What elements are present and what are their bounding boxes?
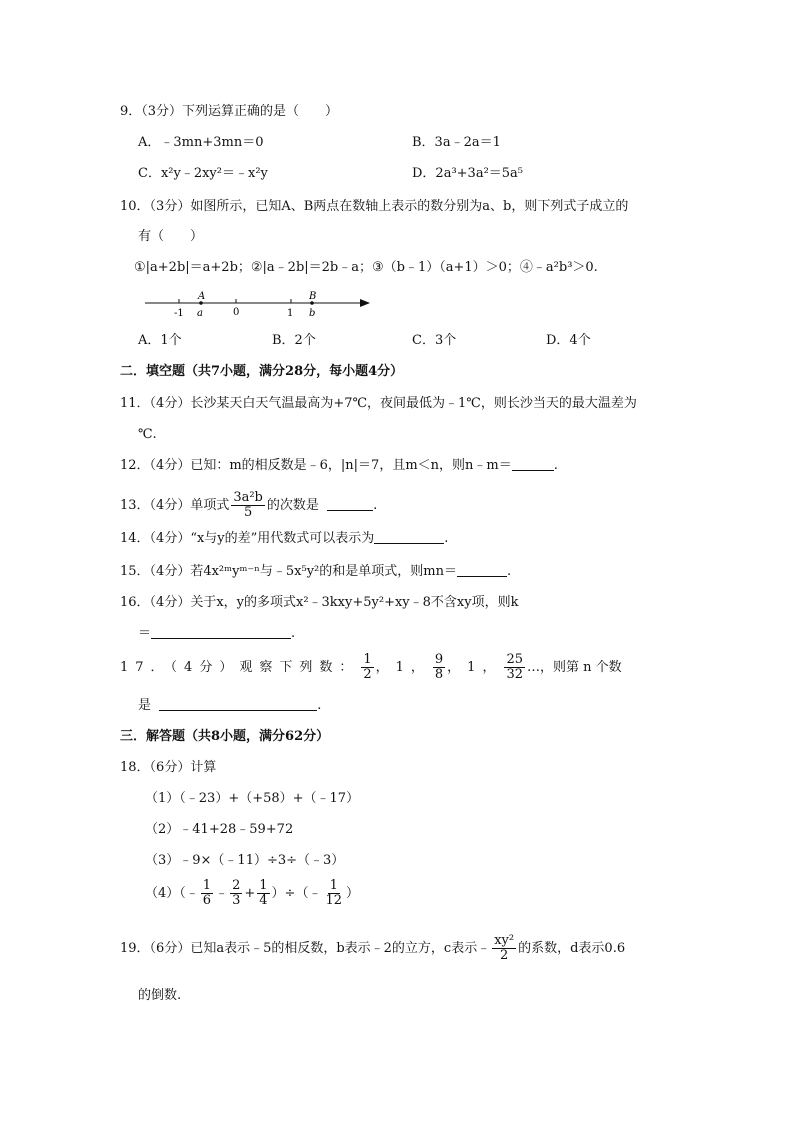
- q18-p4-div: ）÷（﹣: [271, 886, 322, 901]
- q15: 15．（4分）若4x²ᵐyᵐ⁻ⁿ与﹣5x⁵y²的和是单项式，则mn＝ .: [120, 564, 512, 579]
- q17-answer-blank[interactable]: [159, 698, 317, 711]
- q18-part-3: （3）﹣9×（﹣11）÷3÷（﹣3）: [145, 853, 345, 868]
- label-b: b: [309, 308, 316, 319]
- q17-f2-den: 8: [434, 667, 444, 682]
- q13-text-pre: 13．（4分）单项式: [120, 498, 230, 513]
- section-3-heading: 三．解答题（共8小题，满分62分）: [120, 729, 330, 744]
- q17-f3-den: 32: [506, 667, 523, 682]
- q18-p4-close: ）: [346, 886, 360, 901]
- q9-option-b: B．3a﹣2a＝1: [412, 135, 501, 150]
- q10-stem-line1: 10．（3分）如图所示，已知A、B两点在数轴上表示的数分别为a、b，则下列式子成立的: [120, 199, 629, 214]
- q17-fraction-2: [433, 653, 445, 682]
- q17-f2-num: 9: [434, 652, 444, 667]
- q12-answer-blank[interactable]: [512, 458, 554, 471]
- q12: 12．（4分）已知：m的相反数是﹣6，|n|＝7，且m＜n，则n﹣m＝ .: [120, 458, 558, 473]
- q16-line2: ＝ .: [138, 626, 296, 641]
- number-line-figure: [140, 288, 380, 322]
- q10-option-a: A．1个: [138, 333, 182, 348]
- q9-option-c: C．x²y﹣2xy²＝﹣x²y: [138, 166, 268, 181]
- label-point-a: A: [198, 291, 206, 302]
- q18-p4-f4-num: 1: [329, 878, 338, 893]
- q13-answer-blank[interactable]: [327, 498, 373, 511]
- label-point-b: B: [309, 291, 317, 302]
- q9-option-a: A．﹣3mn+3mn＝0: [138, 135, 264, 150]
- q18-p4-open: （4）（﹣: [145, 886, 199, 901]
- q18-p4-frac-3: [257, 879, 269, 908]
- q12-text: 12．（4分）已知：m的相反数是﹣6，|n|＝7，且m＜n，则n﹣m＝: [120, 458, 512, 473]
- q17-f3-num: 25: [506, 652, 523, 667]
- q10-option-b: B．2个: [272, 333, 316, 348]
- q15-text: 15．（4分）若4x²ᵐyᵐ⁻ⁿ与﹣5x⁵y²的和是单项式，则mn＝: [120, 564, 457, 579]
- q13-denominator: 5: [243, 505, 253, 520]
- q18-p4-frac-2: [230, 879, 242, 908]
- q17-line2-text: 是: [138, 698, 152, 713]
- number-line-arrow: [360, 299, 370, 307]
- q17-sep-2: ，1，: [447, 660, 503, 675]
- q9-stem: 9．（3分）下列运算正确的是（ ）: [120, 104, 339, 119]
- label-one: 1: [287, 308, 294, 319]
- q17-line1: [120, 653, 622, 683]
- q17-fraction-1: [361, 653, 373, 682]
- q18-stem: 18．（6分）计算: [120, 760, 217, 775]
- q17-text-pre: 17．（4分）观察下列数：: [120, 660, 360, 675]
- q18-p4-f3-den: 4: [259, 893, 268, 908]
- q13-fraction: [231, 491, 265, 520]
- q19-line1: [120, 932, 625, 966]
- q9-option-d: D．2a³+3a²＝5a⁵: [412, 166, 524, 181]
- q13-numerator: 3a²b: [233, 490, 263, 505]
- q17-f1-num: 1: [363, 652, 372, 667]
- q16-line1: 16．（4分）关于x，y的多项式x²﹣3kxy+5y²+xy﹣8不含xy项，则k: [120, 595, 519, 610]
- q18-p4-plus: +: [244, 886, 256, 901]
- q17-f1-den: 2: [363, 667, 372, 682]
- q19-line2: 的倒数.: [138, 988, 182, 1003]
- q18-p4-f2-num: 2: [232, 878, 241, 893]
- q15-answer-blank[interactable]: [457, 564, 507, 577]
- q10-option-c: C．3个: [412, 333, 457, 348]
- section-2-heading: 二．填空题（共7小题，满分28分，每小题4分）: [120, 364, 404, 379]
- q19-fraction: [492, 934, 516, 963]
- q17-text-post: …，则第 n 个数: [527, 660, 622, 675]
- q16-line2-text: ＝: [138, 626, 152, 641]
- q19-denominator: 2: [500, 948, 509, 963]
- q17-fraction-3: [504, 653, 525, 682]
- q18-p4-minus: ﹣: [215, 886, 229, 901]
- q18-p4-f1-den: 6: [202, 893, 212, 908]
- q13: 13．（4分）单项式 $\frac{\text{3a²b}}{5}$ 的次数是 .: [120, 490, 378, 520]
- q18-part-1: （1）（﹣23）+（+58）+（﹣17）: [145, 791, 360, 806]
- q18-part-2: （2）﹣41+28﹣59+72: [145, 822, 294, 837]
- q13-text-post: 的次数是: [266, 498, 319, 513]
- label-zero: 0: [233, 307, 240, 318]
- q10-stem-line2: 有（ ）: [138, 229, 204, 244]
- q19-text-pre: 19．（6分）已知a表示﹣5的相反数，b表示﹣2的立方，c表示﹣: [120, 941, 491, 956]
- q10-conditions: ①|a+2b|＝a+2b；②|a﹣2b|＝2b﹣a；③（b﹣1）（a+1）＞0；④﹣a²b³＞0.: [134, 260, 598, 275]
- q18-p4-frac-4: [323, 879, 344, 908]
- label-minus-one: -1: [174, 308, 184, 319]
- q18-part-4: [145, 878, 359, 910]
- label-a: a: [197, 308, 203, 319]
- q16-answer-blank[interactable]: [151, 626, 291, 639]
- q18-p4-f1-num: 1: [202, 878, 212, 893]
- q17-sep-1: ，1，: [375, 660, 431, 675]
- q11-line2: ℃.: [138, 427, 157, 442]
- q10-option-d: D．4个: [546, 333, 591, 348]
- q19-text-post: 的系数，d表示0.6: [518, 941, 626, 956]
- q14: 14．（4分）“x与y的差”用代数式可以表示为 .: [120, 531, 449, 546]
- q11-line1: 11．（4分）长沙某天白天气温最高为+7℃，夜间最低为﹣1℃，则长沙当天的最大温差为: [120, 396, 637, 411]
- q14-text: 14．（4分）“x与y的差”用代数式可以表示为: [120, 531, 375, 546]
- q18-p4-f3-num: 1: [259, 878, 268, 893]
- q18-p4-frac-1: [201, 879, 213, 908]
- q18-p4-f4-den: 12: [325, 893, 342, 908]
- q17-line2: 是 .: [138, 698, 322, 713]
- q18-p4-f2-den: 3: [232, 893, 241, 908]
- q14-answer-blank[interactable]: [374, 531, 444, 544]
- q19-numerator: xy²: [494, 933, 515, 948]
